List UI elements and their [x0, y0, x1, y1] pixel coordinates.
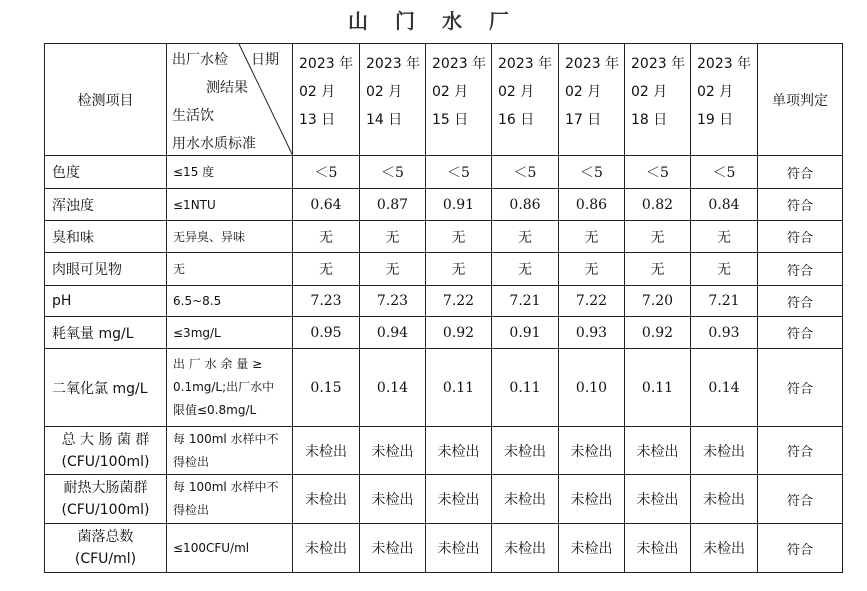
result-cell: 无	[426, 221, 492, 253]
result-cell: 未检出	[360, 427, 426, 475]
judgement-cell: 符合	[758, 221, 843, 253]
header-date-1	[360, 44, 426, 156]
table-row	[45, 189, 843, 221]
table-row	[45, 317, 843, 349]
result-cell: 0.11	[426, 349, 492, 427]
header-date-month: 02 月	[565, 84, 602, 100]
table-row	[45, 156, 843, 189]
header-date-day: 15 日	[432, 112, 469, 128]
result-cell: 无	[293, 221, 360, 253]
result-cell: 7.23	[360, 286, 426, 317]
header-date-year: 2023 年	[697, 56, 752, 72]
table-row	[45, 427, 843, 475]
result-cell: 0.11	[492, 349, 559, 427]
result-cell: 未检出	[559, 427, 625, 475]
item-name-line: 耐热大肠菌群	[63, 480, 148, 496]
result-cell: 0.94	[360, 317, 426, 349]
header-date-year: 2023 年	[565, 56, 620, 72]
judgement-cell: 符合	[758, 189, 843, 221]
result-cell: 7.21	[691, 286, 758, 317]
result-cell: 未检出	[492, 524, 559, 573]
header-date-3	[492, 44, 559, 156]
table-row	[45, 475, 843, 524]
result-cell: 未检出	[293, 427, 360, 475]
diag-label-result-b: 测结果	[206, 80, 248, 96]
result-cell: 无	[426, 253, 492, 286]
result-cell: 0.92	[625, 317, 691, 349]
header-date-day: 19 日	[697, 112, 734, 128]
header-date-day: 16 日	[498, 112, 535, 128]
item-name: 色度	[45, 156, 167, 189]
result-cell: 未检出	[293, 475, 360, 524]
item-name-line: (CFU/ml)	[74, 551, 137, 567]
result-cell: 无	[691, 221, 758, 253]
item-name-line: (CFU/100ml)	[61, 502, 150, 518]
result-cell: 未检出	[426, 524, 492, 573]
standard-line: 0.1mg/L;出厂水中	[173, 380, 275, 394]
standard-value: ≤1NTU	[167, 189, 293, 221]
standard-line: 得检出	[173, 503, 210, 517]
header-diagonal-cell	[167, 44, 293, 156]
header-date-year: 2023 年	[432, 56, 487, 72]
result-cell: 0.10	[559, 349, 625, 427]
item-name: 二氧化氯 mg/L	[45, 349, 167, 427]
water-quality-table	[44, 43, 843, 573]
result-cell: 未检出	[559, 475, 625, 524]
result-cell: 7.22	[426, 286, 492, 317]
table-row	[45, 221, 843, 253]
standard-line: 每 100ml 水样中不	[173, 431, 279, 446]
result-cell: 0.14	[691, 349, 758, 427]
item-name	[45, 475, 167, 524]
page-title: 山 门 水 厂	[348, 9, 519, 33]
diag-label-result-a: 出厂水检	[172, 52, 228, 68]
header-date-month: 02 月	[498, 84, 535, 100]
item-name-line: 菌落总数	[77, 529, 134, 545]
judgement-cell: 符合	[758, 349, 843, 427]
result-cell: 无	[360, 253, 426, 286]
standard-value: 6.5~8.5	[167, 286, 293, 317]
result-cell: 7.20	[625, 286, 691, 317]
result-cell: 0.86	[492, 189, 559, 221]
header-judge-label: 单项判定	[758, 44, 843, 156]
result-cell: 未检出	[691, 427, 758, 475]
result-cell: 未检出	[492, 475, 559, 524]
judgement-cell: 符合	[758, 156, 843, 189]
result-cell: 未检出	[625, 475, 691, 524]
header-date-5	[625, 44, 691, 156]
standard-value: 无异臭、异味	[167, 221, 293, 253]
result-cell: 未检出	[625, 524, 691, 573]
result-cell: 0.91	[492, 317, 559, 349]
result-cell: 未检出	[625, 427, 691, 475]
result-cell: 7.23	[293, 286, 360, 317]
header-row	[45, 44, 843, 156]
result-cell: 未检出	[426, 427, 492, 475]
diag-label-standard-b: 用水水质标准	[172, 136, 256, 152]
header-date-0	[293, 44, 360, 156]
table-row	[45, 286, 843, 317]
result-cell: 无	[492, 253, 559, 286]
judgement-cell: 符合	[758, 427, 843, 475]
header-date-year: 2023 年	[366, 56, 421, 72]
table-row	[45, 253, 843, 286]
result-cell: ＜5	[293, 156, 360, 189]
header-date-year: 2023 年	[299, 56, 354, 72]
result-cell: 0.87	[360, 189, 426, 221]
diag-label-date: 日期	[251, 52, 279, 68]
judgement-cell: 符合	[758, 524, 843, 573]
item-name-line: (CFU/100ml)	[61, 453, 150, 470]
result-cell: 未检出	[691, 524, 758, 573]
standard-line: 出 厂 水 余 量 ≥	[173, 357, 263, 371]
result-cell: 7.21	[492, 286, 559, 317]
result-cell: 未检出	[360, 475, 426, 524]
result-cell: 无	[492, 221, 559, 253]
table-row	[45, 349, 843, 427]
result-cell: 0.91	[426, 189, 492, 221]
standard-line: 得检出	[173, 454, 210, 469]
header-date-month: 02 月	[366, 84, 403, 100]
result-cell: 未检出	[426, 475, 492, 524]
result-cell: 无	[625, 253, 691, 286]
header-date-6	[691, 44, 758, 156]
table-body	[45, 44, 843, 573]
header-date-year: 2023 年	[631, 56, 686, 72]
header-date-month: 02 月	[697, 84, 734, 100]
header-date-month: 02 月	[631, 84, 668, 100]
header-date-day: 17 日	[565, 112, 602, 128]
header-date-2	[426, 44, 492, 156]
result-cell: 0.92	[426, 317, 492, 349]
judgement-cell: 符合	[758, 475, 843, 524]
header-date-day: 13 日	[299, 112, 336, 128]
item-name-line: 总 大 肠 菌 群	[61, 431, 150, 448]
item-name: 臭和味	[45, 221, 167, 253]
item-name	[45, 427, 167, 475]
result-cell: 0.15	[293, 349, 360, 427]
result-cell: 未检出	[691, 475, 758, 524]
standard-value	[167, 427, 293, 475]
result-cell: 0.11	[625, 349, 691, 427]
item-name: pH	[45, 286, 167, 317]
standard-line: 限值≤0.8mg/L	[173, 403, 257, 417]
result-cell: 0.93	[559, 317, 625, 349]
result-cell: 无	[360, 221, 426, 253]
item-name: 耗氧量 mg/L	[45, 317, 167, 349]
standard-value: ≤3mg/L	[167, 317, 293, 349]
judgement-cell: 符合	[758, 317, 843, 349]
result-cell: 0.84	[691, 189, 758, 221]
header-date-month: 02 月	[432, 84, 469, 100]
result-cell: ＜5	[426, 156, 492, 189]
standard-value	[167, 349, 293, 427]
header-date-day: 14 日	[366, 112, 403, 128]
judgement-cell: 符合	[758, 286, 843, 317]
result-cell: 未检出	[360, 524, 426, 573]
judgement-cell: 符合	[758, 253, 843, 286]
result-cell: ＜5	[559, 156, 625, 189]
result-cell: 未检出	[293, 524, 360, 573]
result-cell: 未检出	[559, 524, 625, 573]
standard-value: ≤100CFU/ml	[167, 524, 293, 573]
result-cell: ＜5	[625, 156, 691, 189]
standard-line: 每 100ml 水样中不	[173, 480, 279, 494]
result-cell: ＜5	[691, 156, 758, 189]
result-cell: 无	[293, 253, 360, 286]
item-name	[45, 524, 167, 573]
standard-value	[167, 475, 293, 524]
result-cell: 0.14	[360, 349, 426, 427]
result-cell: 7.22	[559, 286, 625, 317]
result-cell: ＜5	[492, 156, 559, 189]
result-cell: ＜5	[360, 156, 426, 189]
header-date-4	[559, 44, 625, 156]
result-cell: 无	[625, 221, 691, 253]
result-cell: 0.95	[293, 317, 360, 349]
item-name: 肉眼可见物	[45, 253, 167, 286]
diag-label-standard-a: 生活饮	[172, 108, 214, 124]
result-cell: 0.86	[559, 189, 625, 221]
header-date-month: 02 月	[299, 84, 336, 100]
result-cell: 无	[559, 253, 625, 286]
result-cell: 无	[559, 221, 625, 253]
result-cell: 未检出	[492, 427, 559, 475]
result-cell: 0.82	[625, 189, 691, 221]
header-date-year: 2023 年	[498, 56, 553, 72]
header-date-day: 18 日	[631, 112, 668, 128]
result-cell: 0.93	[691, 317, 758, 349]
standard-value: ≤15 度	[167, 156, 293, 189]
result-cell: 0.64	[293, 189, 360, 221]
result-cell: 无	[691, 253, 758, 286]
header-item-label: 检测项目	[45, 44, 167, 156]
table-row	[45, 524, 843, 573]
item-name: 浑浊度	[45, 189, 167, 221]
standard-value: 无	[167, 253, 293, 286]
